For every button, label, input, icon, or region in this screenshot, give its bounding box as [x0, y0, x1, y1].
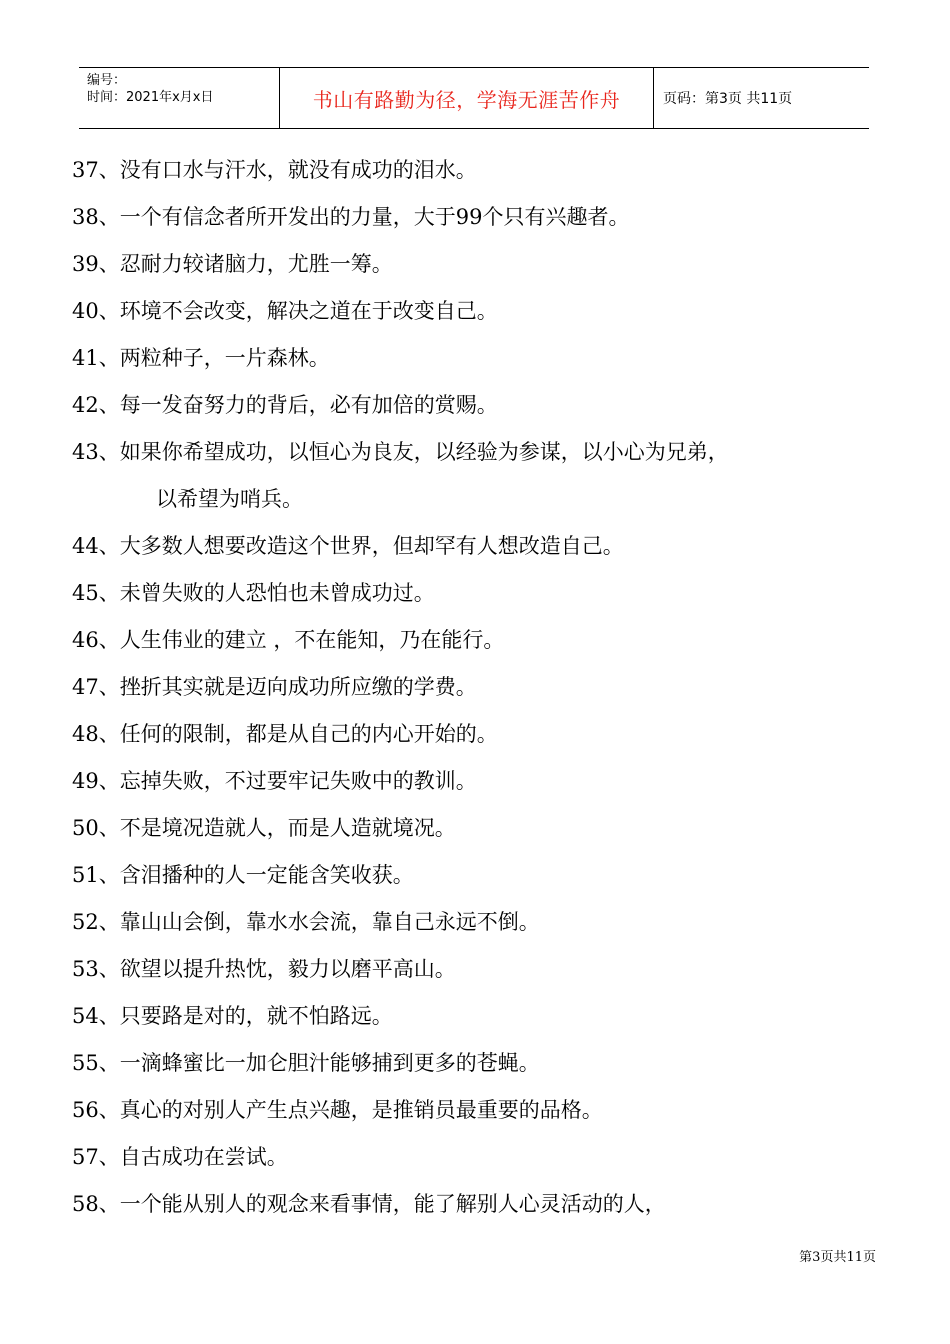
page-header — [79, 67, 869, 129]
quote-line: 44、大多数人想要改造这个世界，但却罕有人想改造自己。 — [72, 534, 624, 558]
quote-line: 42、每一发奋努力的背后，必有加倍的赏赐。 — [72, 393, 498, 417]
quote-line: 46、人生伟业的建立 ，不在能知，乃在能行。 — [72, 628, 505, 652]
quote-line: 47、挫折其实就是迈向成功所应缴的学费。 — [72, 675, 477, 699]
quote-line: 49、忘掉失败，不过要牢记失败中的教训。 — [72, 769, 477, 793]
quote-line: 52、靠山山会倒，靠水水会流，靠自己永远不倒。 — [72, 910, 540, 934]
page-footer: 第3页共11页 — [799, 1250, 876, 1265]
quote-line: 51、含泪播种的人一定能含笑收获。 — [72, 863, 414, 887]
quote-line: 54、只要路是对的，就不怕路远。 — [72, 1004, 393, 1028]
quote-line: 48、任何的限制，都是从自己的内心开始的。 — [72, 722, 498, 746]
quote-line: 45、未曾失败的人恐怕也未曾成功过。 — [72, 581, 435, 605]
quote-line: 53、欲望以提升热忱，毅力以磨平高山。 — [72, 957, 456, 981]
quote-line: 40、环境不会改变，解决之道在于改变自己。 — [72, 299, 498, 323]
quote-line: 58、一个能从别人的观念来看事情，能了解别人心灵活动的人， — [72, 1192, 666, 1216]
quote-line: 55、一滴蜂蜜比一加仑胆汁能够捕到更多的苍蝇。 — [72, 1051, 540, 1075]
quote-line: 38、一个有信念者所开发出的力量，大于99个只有兴趣者。 — [72, 205, 630, 229]
time-label: 时间：2021年x月x日 — [87, 90, 214, 105]
header-page-info: 页码：第3页 共11页 — [663, 91, 793, 107]
quote-line: 39、忍耐力较诸脑力，尤胜一筹。 — [72, 252, 393, 276]
quote-line: 50、不是境况造就人，而是人造就境况。 — [72, 816, 456, 840]
quote-line: 56、真心的对别人产生点兴趣，是推销员最重要的品格。 — [72, 1098, 603, 1122]
quote-line: 57、自古成功在尝试。 — [72, 1145, 288, 1169]
code-label: 编号： — [87, 73, 127, 88]
quote-line: 37、没有口水与汗水，就没有成功的泪水。 — [72, 158, 477, 182]
quote-line-continuation: 以希望为哨兵。 — [156, 487, 303, 511]
quote-line: 43、如果你希望成功，以恒心为良友，以经验为参谋，以小心为兄弟， — [72, 440, 729, 464]
header-meta — [79, 68, 280, 128]
quote-line: 41、两粒种子，一片森林。 — [72, 346, 330, 370]
header-motto: 书山有路勤为径，学海无涯苦作舟 — [280, 68, 654, 128]
quote-list — [72, 147, 852, 1228]
